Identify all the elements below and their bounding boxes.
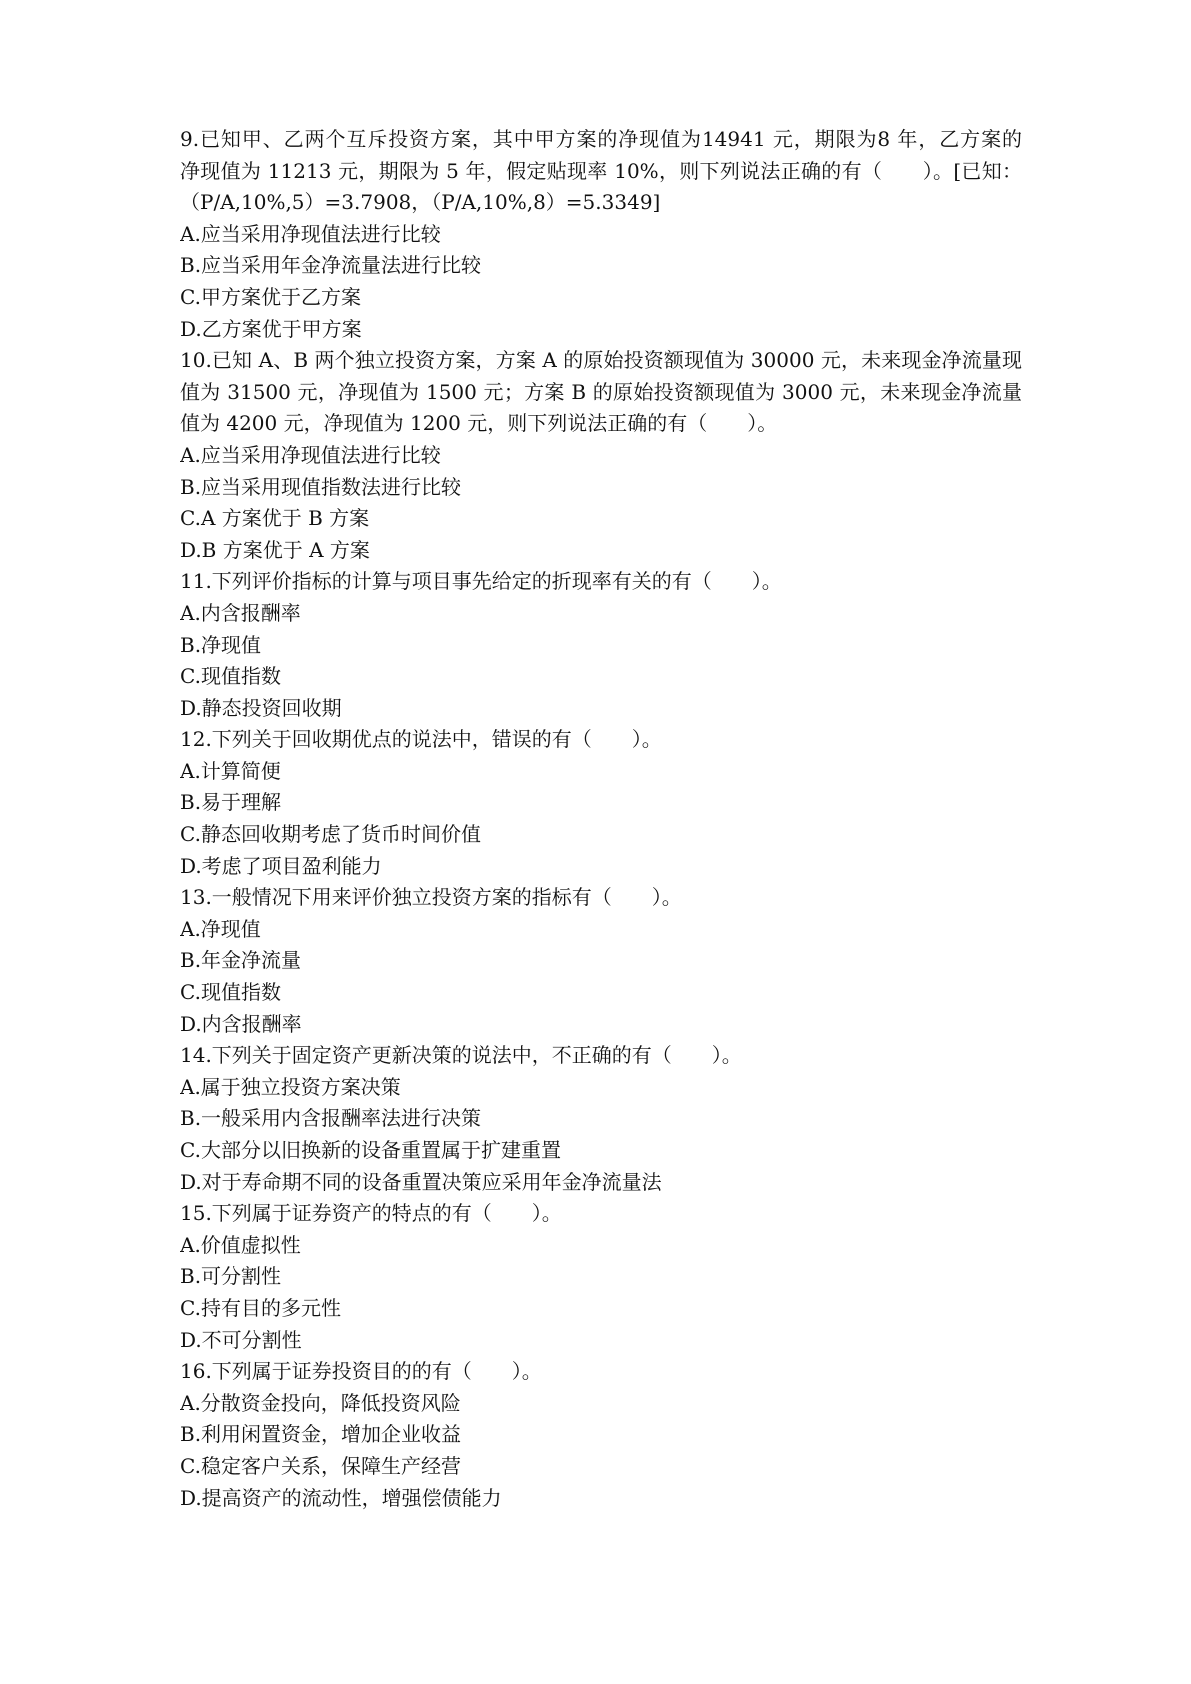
option-c: C.持有目的多元性 xyxy=(180,1295,341,1320)
question-13 xyxy=(180,882,1022,1040)
option-a: A.应当采用净现值法进行比较 xyxy=(180,442,441,467)
option-c: C.稳定客户关系，保障生产经营 xyxy=(180,1453,461,1478)
question-stem-line: 10.已知 A、B 两个独立投资方案，方案 A 的原始投资额现值为 30000 元，未来现金净流量现 xyxy=(180,348,1022,373)
option-d: D.对于寿命期不同的设备重置决策应采用年金净流量法 xyxy=(180,1169,662,1194)
option-a: A.应当采用净现值法进行比较 xyxy=(180,221,441,246)
question-9 xyxy=(180,124,1022,345)
question-12 xyxy=(180,724,1022,882)
option-a: A.净现值 xyxy=(180,916,261,941)
option-b: B.一般采用内含报酬率法进行决策 xyxy=(180,1106,482,1131)
question-stem-line: 15.下列属于证券资产的特点的有（ ）。 xyxy=(180,1201,562,1226)
question-stem-line: 净现值为 11213 元，期限为 5 年，假定贴现率 10%，则下列说法正确的有（ ）。[已知： xyxy=(180,158,1022,183)
option-b: B.应当采用现值指数法进行比较 xyxy=(180,474,462,499)
option-b: B.年金净流量 xyxy=(180,948,302,973)
option-d: D.内含报酬率 xyxy=(180,1011,302,1036)
option-d: D.提高资产的流动性，增强偿债能力 xyxy=(180,1485,502,1510)
question-stem-line: 14.下列关于固定资产更新决策的说法中，不正确的有（ ）。 xyxy=(180,1043,742,1068)
option-d: D.静态投资回收期 xyxy=(180,695,342,720)
option-b: B.利用闲置资金，增加企业收益 xyxy=(180,1422,462,1447)
option-c: C.大部分以旧换新的设备重置属于扩建重置 xyxy=(180,1138,561,1162)
option-b: B.应当采用年金净流量法进行比较 xyxy=(180,253,482,278)
option-a: A.计算简便 xyxy=(180,758,281,783)
option-a: A.属于独立投资方案决策 xyxy=(180,1074,401,1099)
option-a: A.分散资金投向，降低投资风险 xyxy=(180,1390,461,1415)
option-c: C.静态回收期考虑了货币时间价值 xyxy=(180,822,481,847)
option-b: B.净现值 xyxy=(180,632,262,657)
option-a: A.内含报酬率 xyxy=(180,600,301,625)
question-stem-line: 值为 31500 元，净现值为 1500 元；方案 B 的原始投资额现值为 3000 元，未来现金净流量 xyxy=(180,379,1022,404)
option-b: B.可分割性 xyxy=(180,1264,282,1289)
question-stem-line: 16.下列属于证券投资目的的有（ ）。 xyxy=(180,1359,542,1384)
question-stem-line: 9.已知甲、乙两个互斥投资方案，其中甲方案的净现值为14941 元，期限为8 年，乙方案的 xyxy=(180,127,1022,151)
option-c: C.甲方案优于乙方案 xyxy=(180,284,361,309)
option-b: B.易于理解 xyxy=(180,790,282,815)
question-16 xyxy=(180,1356,1022,1514)
question-14 xyxy=(180,1040,1022,1198)
question-11 xyxy=(180,566,1022,724)
question-stem-line: （P/A,10%,5）=3.7908，（P/A,10%,8）=5.3349] xyxy=(180,190,661,215)
option-a: A.价值虚拟性 xyxy=(180,1232,301,1257)
question-10 xyxy=(180,345,1022,566)
option-c: C.现值指数 xyxy=(180,980,281,1005)
question-stem-line: 13.一般情况下用来评价独立投资方案的指标有（ ）。 xyxy=(180,885,682,910)
question-stem-line: 值为 4200 元，净现值为 1200 元，则下列说法正确的有（ ）。 xyxy=(180,411,778,436)
question-15 xyxy=(180,1198,1022,1356)
option-d: D.考虑了项目盈利能力 xyxy=(180,853,382,878)
question-list xyxy=(180,124,1022,1514)
question-stem-line: 12.下列关于回收期优点的说法中，错误的有（ ）。 xyxy=(180,727,662,752)
option-c: C.现值指数 xyxy=(180,664,281,689)
option-c: C.A 方案优于 B 方案 xyxy=(180,506,370,531)
option-d: D.B 方案优于 A 方案 xyxy=(180,537,370,562)
option-d: D.不可分割性 xyxy=(180,1327,302,1352)
option-d: D.乙方案优于甲方案 xyxy=(180,316,362,341)
question-stem-line: 11.下列评价指标的计算与项目事先给定的折现率有关的有（ ）。 xyxy=(180,569,782,594)
